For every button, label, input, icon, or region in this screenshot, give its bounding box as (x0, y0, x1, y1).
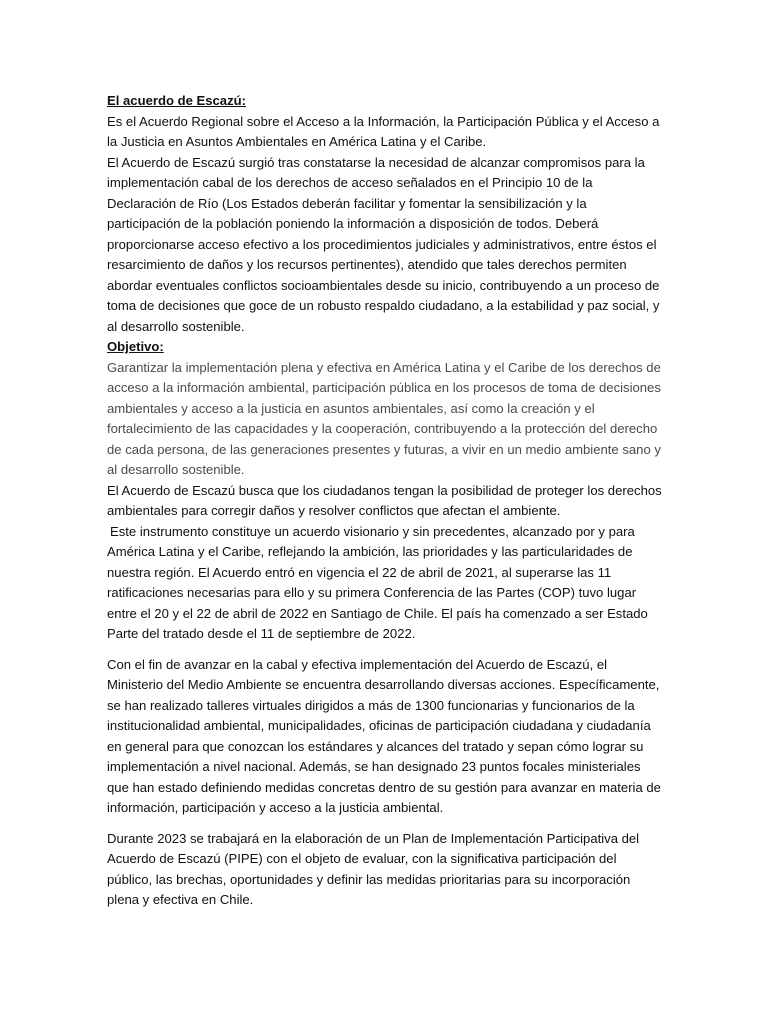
heading-objetivo: Objetivo: (107, 339, 164, 354)
paragraph-pipe-plan: Durante 2023 se trabajará en la elaboración de un Plan de Implementación Participativa del Acuerdo de Escazú (PIPE) con el objeto de evaluar, con la significativa participación del público, las brechas, oportunidades y definir las medidas prioritarias para su incorporación plena y efectiva en Chile. (107, 830, 640, 907)
paragraph-ministry-actions: Con el fin de avanzar en la cabal y efectiva implementación del Acuerdo de Escazú, el Ministerio del Medio Ambiente se encuentra desarrollando diversas acciones. Específicamente, se han realizado talleres virtuales dirigidos a más de 1300 funcionarias y funcionarios de la institucionalidad ambiental, municipalidades, oficinas de participación ciudadana y ciudadanía en general para que conozcan los estándares y alcances del tratado y sepan cómo lograr su implementación a nivel nacional. Además, se han designado 23 puntos focales ministeriales que han estado definiendo medidas concretas dentro de su gestión para avanzar en materia de información, participación y acceso a la justicia ambiental. (107, 656, 661, 815)
paragraph-purpose: El Acuerdo de Escazú busca que los ciudadanos tengan la posibilidad de proteger los derechos ambientales para corregir daños y resolver conflictos que afectan el ambiente. (107, 482, 662, 518)
paragraph-definition: Es el Acuerdo Regional sobre el Acceso a la Información, la Participación Pública y el Acceso a la Justicia en Asuntos Ambientales en América Latina y el Caribe. (107, 113, 660, 149)
heading-acuerdo-escazu: El acuerdo de Escazú: (107, 93, 246, 108)
paragraph-instrument: Este instrumento constituye un acuerdo visionario y sin precedentes, alcanzado por y para América Latina y el Caribe, reflejando la ambición, las prioridades y las particularidades de nuestra región. El Acuerdo entró en vigencia el 22 de abril de 2021, al superarse las 11 ratificaciones necesarias para ello y su primera Conferencia de las Partes (COP) tuvo lugar entre el 20 y el 22 de abril de 2022 en Santiago de Chile. El país ha comenzado a ser Estado Parte del tratado desde el 11 de septiembre de 2022. (107, 523, 648, 641)
paragraph-objective: Garantizar la implementación plena y efectiva en América Latina y el Caribe de los derechos de acceso a la información ambiental, participación pública en los procesos de toma de decisiones ambientales y acceso a la justicia en asuntos ambientales, así como la creación y el fortalecimiento de las capacidades y la cooperación, contribuyendo a la protección del derecho de cada persona, de las generaciones presentes y futuras, a vivir en un medio ambiente sano y al desarrollo sostenible. (107, 359, 661, 477)
document-page (107, 91, 663, 911)
paragraph-origin: El Acuerdo de Escazú surgió tras constatarse la necesidad de alcanzar compromisos para la implementación cabal de los derechos de acceso señalados en el Principio 10 de la Declaración de Río (Los Estados deberán facilitar y fomentar la sensibilización y la participación de la población poniendo la información a disposición de todos. Deberá proporcionarse acceso efectivo a los procedimientos judiciales y administrativos, entre éstos el resarcimiento de daños y los recursos pertinentes), atendido que tales derechos permiten abordar eventuales conflictos socioambientales desde su inicio, contribuyendo a un proceso de toma de decisiones que goce de un robusto respaldo ciudadano, a la estabilidad y paz social, y al desarrollo sostenible. (107, 154, 660, 334)
